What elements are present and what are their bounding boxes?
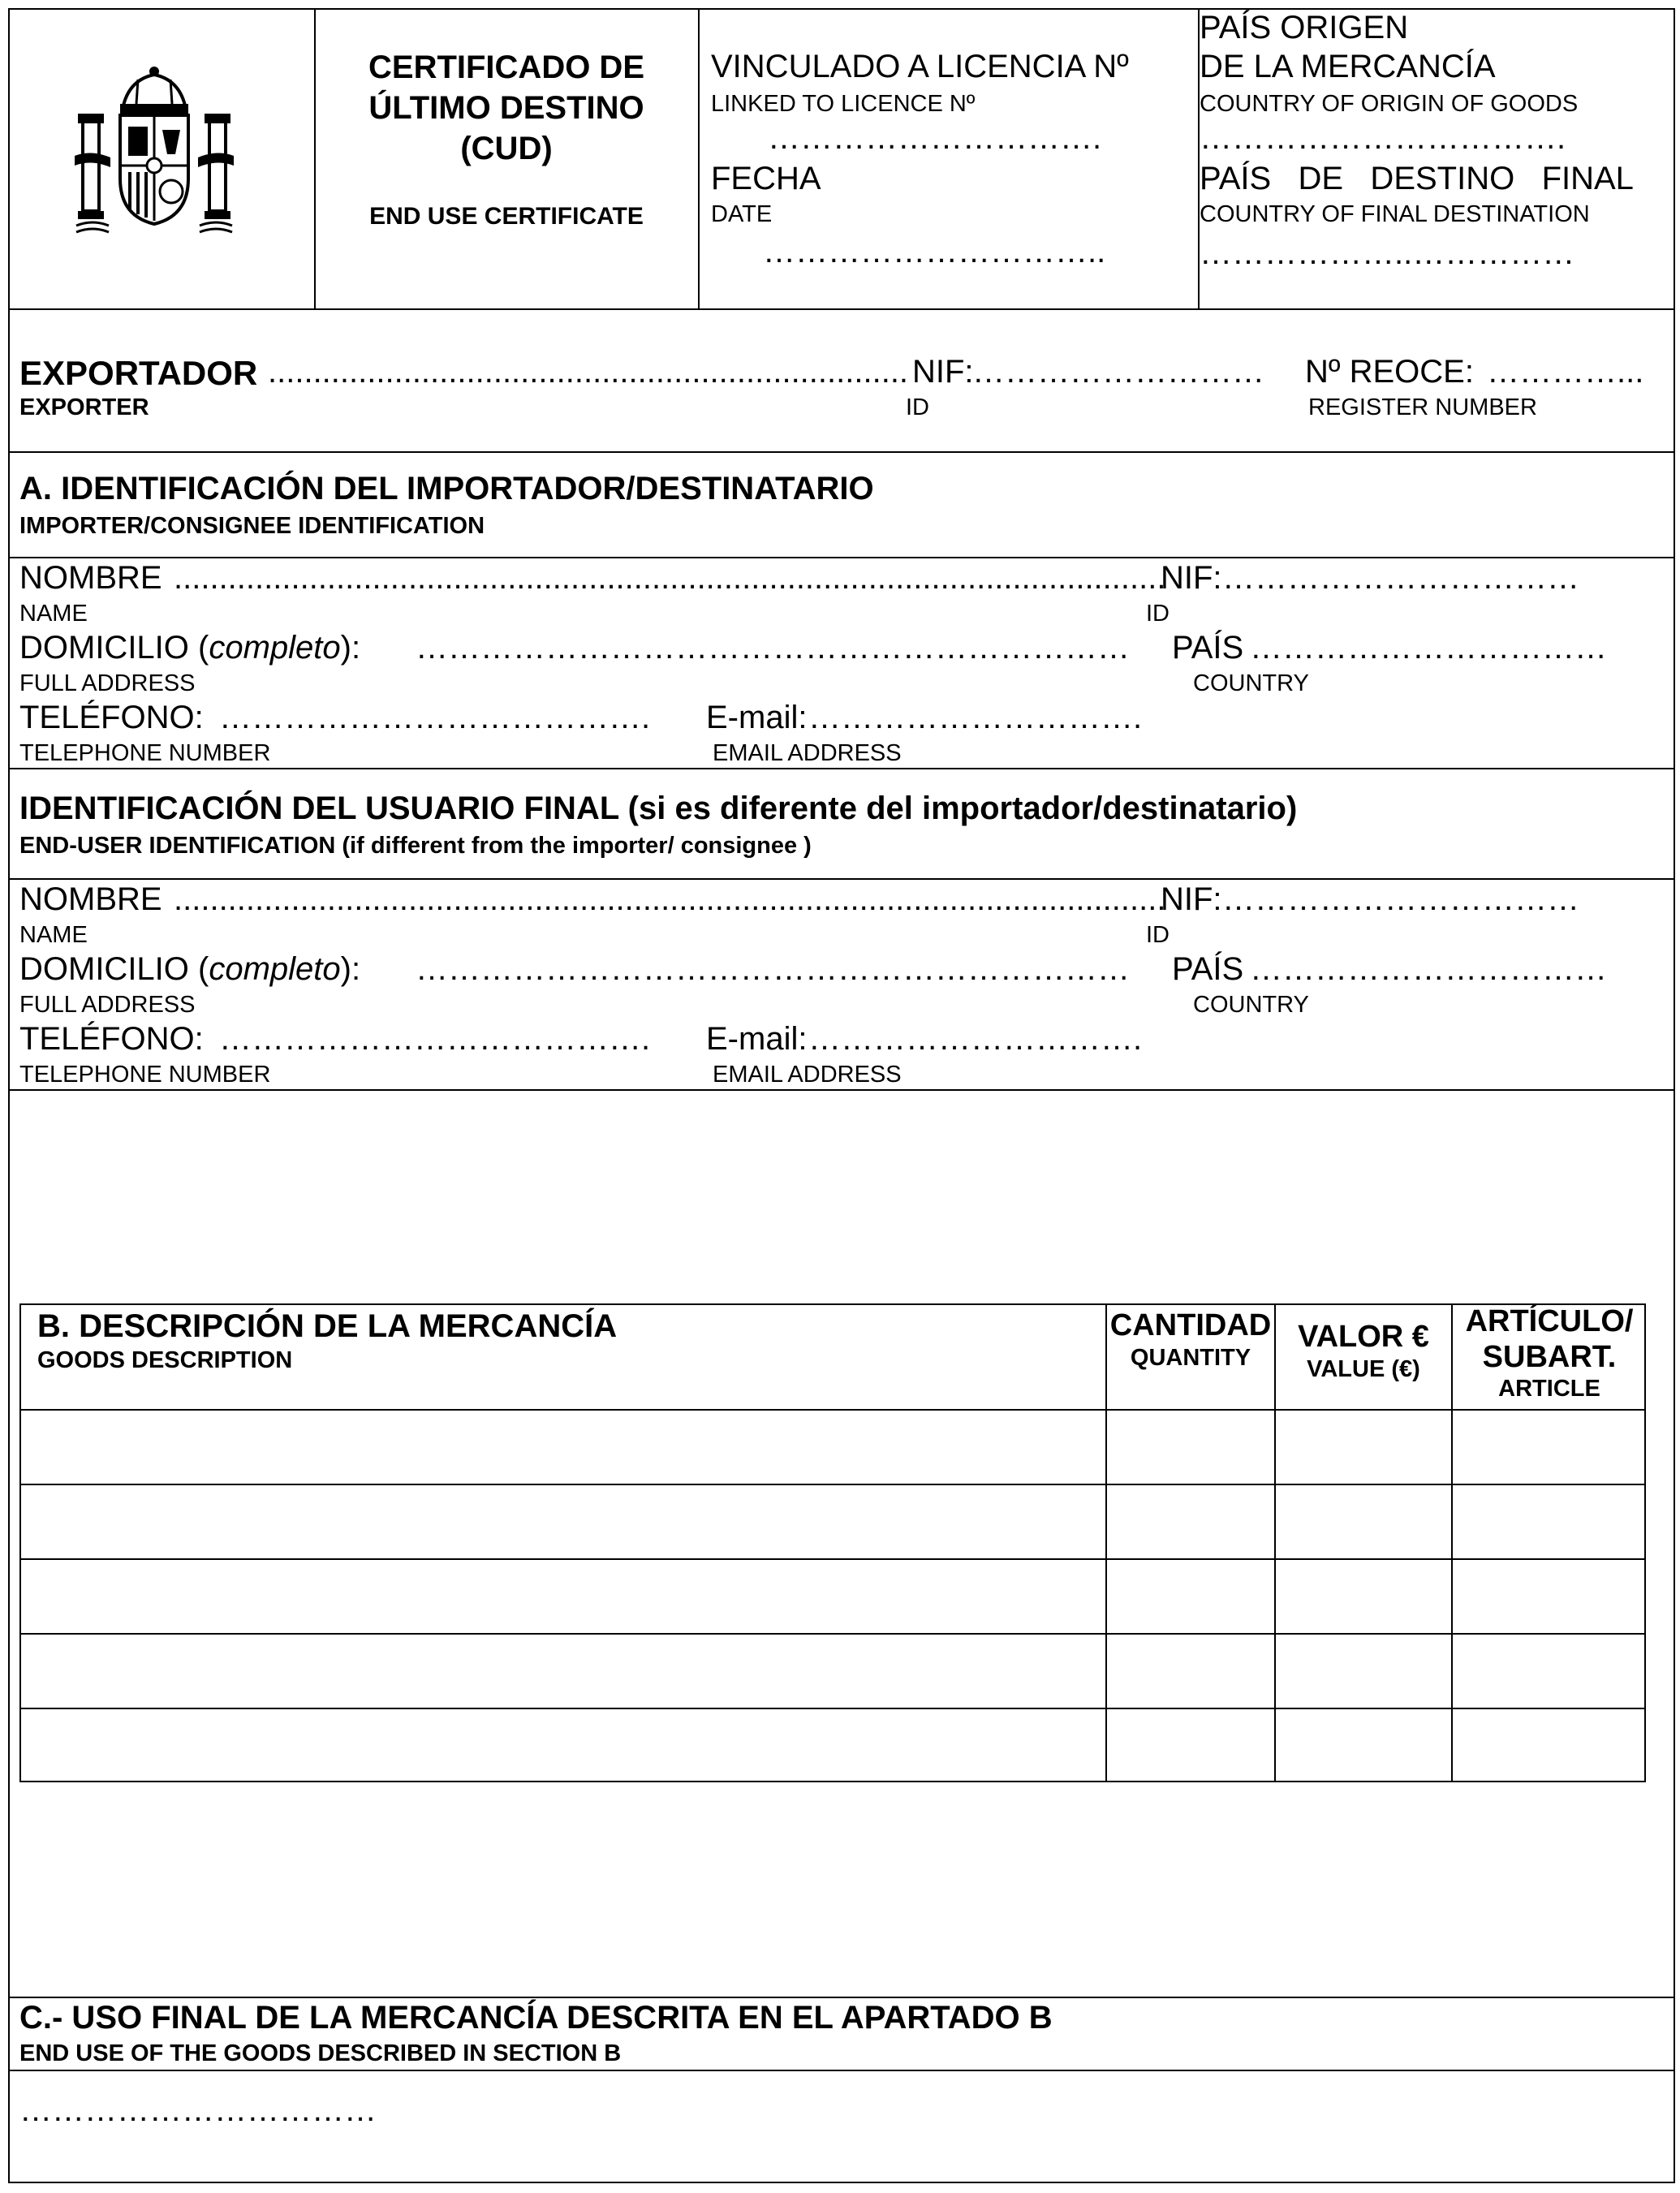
end-user-email-field[interactable]: ………………………….	[808, 1021, 1143, 1057]
exporter-label: EXPORTADOR	[19, 354, 258, 392]
importer-country-en: COUNTRY	[1193, 670, 1309, 696]
end-user-country-field[interactable]: ……………………………	[1250, 951, 1607, 987]
end-user-address-en: FULL ADDRESS	[19, 992, 196, 1018]
article-header-en: ARTICLE	[1498, 1376, 1600, 1402]
section-b-title-en: GOODS DESCRIPTION	[37, 1347, 293, 1373]
value-header-en: VALUE (€)	[1307, 1356, 1420, 1382]
goods-table-header-rule	[19, 1409, 1646, 1411]
value-header-label: VALOR €	[1298, 1320, 1429, 1354]
importer-email-label: E-mail:	[706, 700, 808, 735]
origin-label-en: COUNTRY OF ORIGIN OF GOODS	[1200, 91, 1579, 117]
importer-id-en: ID	[1146, 601, 1170, 627]
section-b-title: B. DESCRIPCIÓN DE LA MERCANCÍA	[37, 1308, 618, 1344]
quantity-header-en: QUANTITY	[1130, 1345, 1251, 1371]
header-bottom-rule	[8, 308, 1675, 310]
title-line-3: (CUD)	[460, 131, 553, 166]
header-divider-2	[698, 8, 700, 310]
goods-row-1-value[interactable]	[1277, 1412, 1450, 1482]
goods-row-rule-2	[19, 1558, 1646, 1560]
certificate-title	[316, 47, 697, 169]
address-label-italic: completo	[209, 630, 341, 666]
article-header	[1453, 1303, 1646, 1402]
end-user-name-en: NAME	[19, 922, 88, 948]
licence-number-field[interactable]: ………………………….	[768, 120, 1102, 156]
end-user-address-field[interactable]: …………………………………………………………	[416, 951, 1130, 987]
title-line-2: ÚLTIMO DESTINO	[368, 90, 644, 126]
goods-row-2-article[interactable]	[1454, 1487, 1644, 1557]
goods-row-rule-4	[19, 1708, 1646, 1709]
address-label-close: ):	[340, 951, 361, 987]
goods-row-3-value[interactable]	[1277, 1562, 1450, 1631]
section-a-title: A. IDENTIFICACIÓN DEL IMPORTADOR/DESTINATARIO	[19, 471, 874, 506]
goods-row-5-value[interactable]	[1277, 1711, 1450, 1781]
destination-label-en: COUNTRY OF FINAL DESTINATION	[1200, 201, 1590, 227]
section-a-title-en: IMPORTER/CONSIGNEE IDENTIFICATION	[19, 513, 485, 539]
goods-row-5-article[interactable]	[1454, 1711, 1644, 1781]
importer-country-label: PAÍS	[1172, 630, 1244, 666]
end-use-field[interactable]: ……………………………	[19, 2092, 377, 2128]
exporter-reoce-label: Nº REOCE:	[1305, 354, 1474, 390]
importer-email-field[interactable]: ………………………….	[808, 700, 1143, 735]
end-user-bottom-rule	[8, 1089, 1675, 1091]
origin-label-line-2: DE LA MERCANCÍA	[1200, 49, 1496, 84]
end-user-phone-field[interactable]: ………………………………….	[219, 1021, 651, 1057]
exporter-name-field[interactable]: .......................................................................	[268, 354, 909, 390]
goods-row-1-article[interactable]	[1454, 1412, 1644, 1482]
goods-row-rule-3	[19, 1633, 1646, 1635]
end-user-email-label: E-mail:	[706, 1021, 808, 1057]
destination-country-field[interactable]: ………………..……………	[1200, 235, 1575, 271]
goods-row-1-description[interactable]	[23, 1412, 1102, 1482]
importer-phone-en: TELEPHONE NUMBER	[19, 740, 271, 766]
address-label-open: DOMICILIO (	[19, 630, 209, 666]
importer-nif-field[interactable]: ……………………………	[1222, 560, 1579, 596]
article-header-line-2: SUBART.	[1482, 1340, 1617, 1374]
end-user-country-en: COUNTRY	[1193, 992, 1309, 1018]
value-header	[1276, 1320, 1451, 1383]
end-user-name-label: NOMBRE	[19, 881, 162, 917]
end-user-nif-field[interactable]: ……………………………	[1222, 881, 1579, 917]
goods-row-3-quantity[interactable]	[1109, 1562, 1273, 1631]
end-user-phone-en: TELEPHONE NUMBER	[19, 1062, 271, 1088]
article-header-line-1: ARTÍCULO/	[1465, 1304, 1634, 1338]
date-label-en: DATE	[711, 201, 773, 227]
origin-label-line-1: PAÍS ORIGEN	[1200, 10, 1409, 45]
goods-row-4-description[interactable]	[23, 1636, 1102, 1706]
goods-row-1-quantity[interactable]	[1109, 1412, 1273, 1482]
date-label: FECHA	[711, 161, 821, 196]
exporter-register-en: REGISTER NUMBER	[1308, 394, 1537, 420]
end-user-country-label: PAÍS	[1172, 951, 1244, 987]
goods-row-4-value[interactable]	[1277, 1636, 1450, 1706]
importer-phone-label: TELÉFONO:	[19, 700, 204, 735]
importer-name-field[interactable]: ..............................................................................................................	[174, 560, 1166, 596]
goods-row-4-quantity[interactable]	[1109, 1636, 1273, 1706]
goods-col-divider-1	[1105, 1303, 1107, 1782]
goods-row-2-value[interactable]	[1277, 1487, 1450, 1557]
address-label-close: ):	[340, 630, 361, 666]
title-line-1: CERTIFICADO DE	[368, 50, 644, 85]
goods-row-2-description[interactable]	[23, 1487, 1102, 1557]
licence-label-en: LINKED TO LICENCE Nº	[711, 91, 976, 117]
goods-row-5-quantity[interactable]	[1109, 1711, 1273, 1781]
origin-country-field[interactable]: …………………………….	[1200, 120, 1566, 156]
importer-name-en: NAME	[19, 601, 88, 627]
end-user-phone-label: TELÉFONO:	[19, 1021, 204, 1057]
end-user-title-en: END-USER IDENTIFICATION (if different from the importer/ consignee )	[19, 833, 812, 859]
exporter-reoce-field[interactable]: …………...	[1487, 354, 1644, 390]
end-user-address-label	[19, 951, 360, 988]
exporter-nif-label: NIF:	[912, 354, 974, 390]
exporter-label-en: EXPORTER	[19, 394, 149, 420]
exporter-id-en: ID	[906, 394, 929, 420]
goods-row-5-description[interactable]	[23, 1711, 1102, 1781]
date-field[interactable]: …………………………..	[763, 234, 1106, 269]
importer-country-field[interactable]: ……………………………	[1250, 630, 1607, 666]
importer-name-label: NOMBRE	[19, 560, 162, 596]
section-c-top-rule	[8, 1997, 1675, 1998]
importer-email-en: EMAIL ADDRESS	[713, 740, 902, 766]
exporter-bottom-rule	[8, 451, 1675, 453]
importer-nif-label: NIF:	[1161, 560, 1222, 596]
coat-of-arms-emblem	[73, 65, 235, 235]
goods-row-rule-1	[19, 1484, 1646, 1485]
licence-label: VINCULADO A LICENCIA Nº	[711, 49, 1129, 84]
end-user-title: IDENTIFICACIÓN DEL USUARIO FINAL (si es diferente del importador/destinatario)	[19, 791, 1298, 826]
address-label-italic: completo	[209, 951, 341, 987]
end-user-name-field[interactable]: ..............................................................................................................	[174, 881, 1166, 917]
end-user-id-en: ID	[1146, 922, 1170, 948]
importer-address-en: FULL ADDRESS	[19, 670, 196, 696]
importer-bottom-rule	[8, 768, 1675, 769]
end-user-email-en: EMAIL ADDRESS	[713, 1062, 902, 1088]
end-user-header-rule	[8, 878, 1675, 880]
exporter-nif-field[interactable]: ………………………	[972, 354, 1264, 390]
section-c-title-en: END USE OF THE GOODS DESCRIBED IN SECTION B	[19, 2040, 622, 2066]
goods-row-2-quantity[interactable]	[1109, 1487, 1273, 1557]
section-c-header-rule	[8, 2070, 1675, 2071]
section-a-header-rule	[8, 557, 1675, 558]
destination-label: PAÍS DE DESTINO FINAL	[1200, 161, 1634, 196]
form-outer-frame	[8, 8, 1675, 2183]
quantity-header-label: CANTIDAD	[1109, 1308, 1272, 1342]
quantity-header	[1107, 1308, 1274, 1372]
section-c-title: C.- USO FINAL DE LA MERCANCÍA DESCRITA EN EL APARTADO B	[19, 2000, 1053, 2036]
end-user-nif-label: NIF:	[1161, 881, 1222, 917]
address-label-open: DOMICILIO (	[19, 951, 209, 987]
goods-row-3-description[interactable]	[23, 1562, 1102, 1631]
goods-row-3-article[interactable]	[1454, 1562, 1644, 1631]
importer-address-label	[19, 630, 360, 666]
importer-phone-field[interactable]: ………………………………….	[219, 700, 651, 735]
certificate-subtitle: END USE CERTIFICATE	[369, 203, 644, 230]
goods-row-4-article[interactable]	[1454, 1636, 1644, 1706]
importer-address-field[interactable]: …………………………………………………………	[416, 630, 1130, 666]
